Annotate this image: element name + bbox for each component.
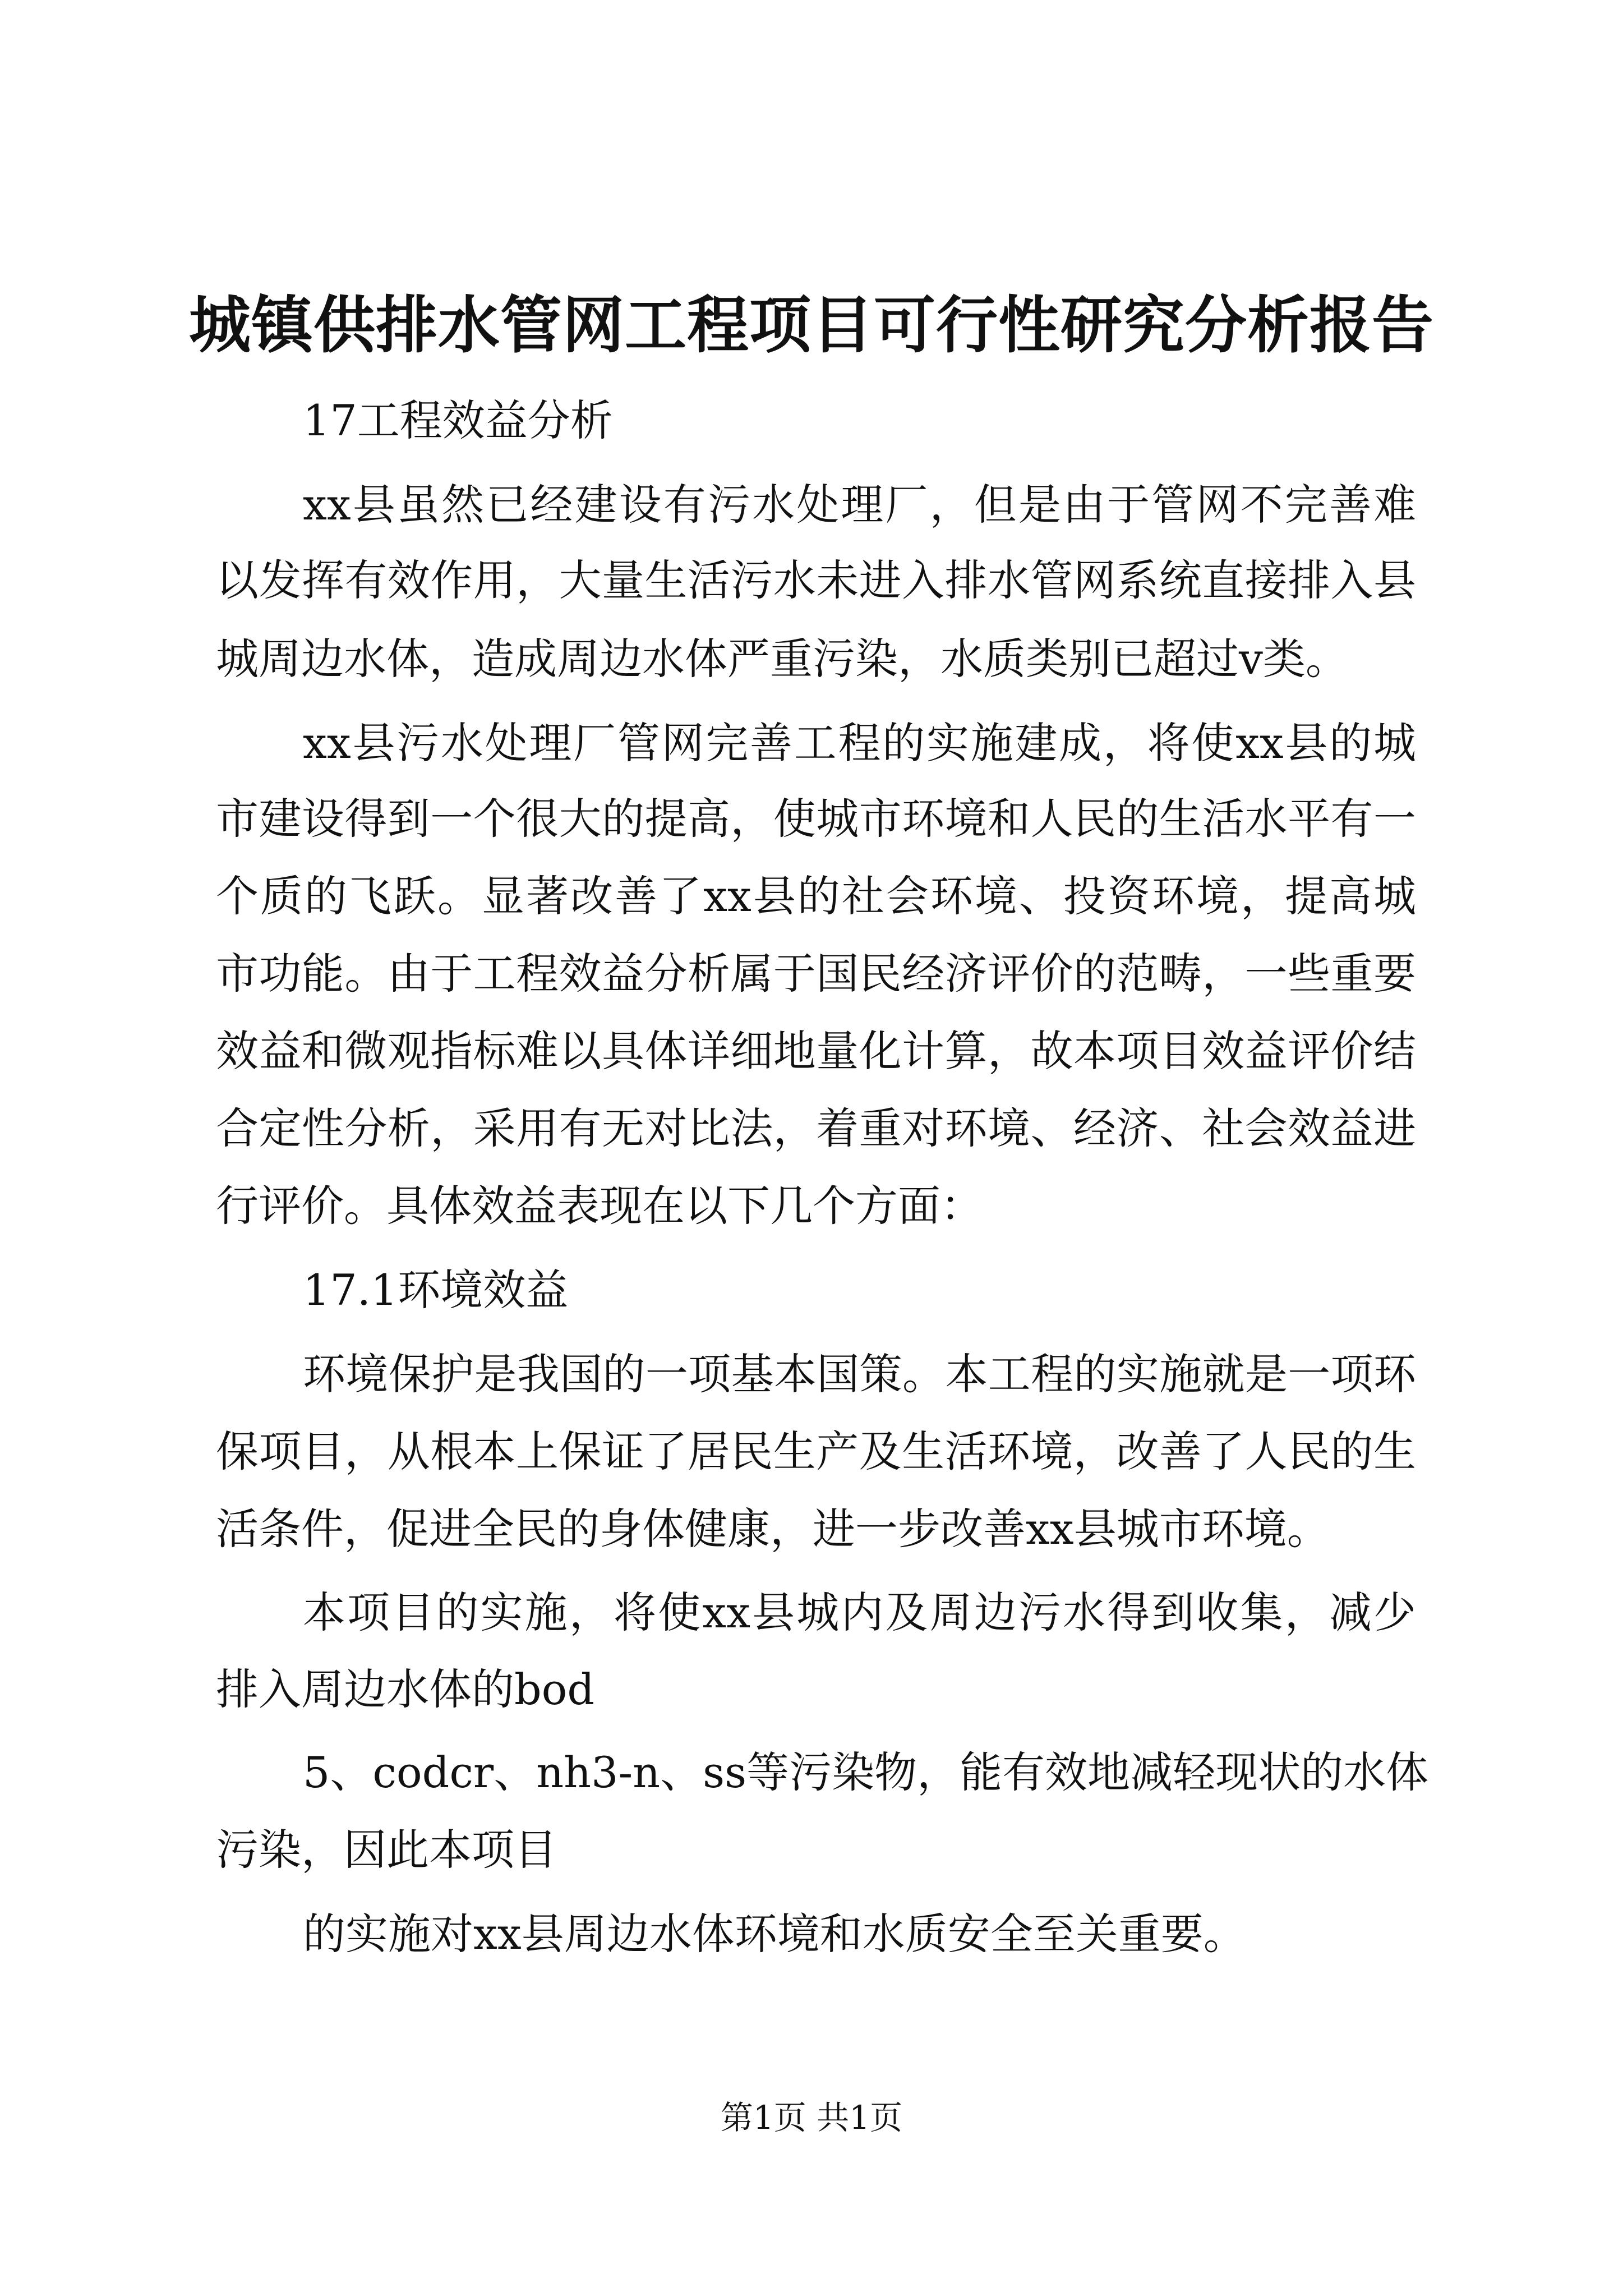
paragraph-line: xx县污水处理厂管网完善工程的实施建成，将使xx县的城 [303,718,1416,768]
paragraph-line: 市建设得到一个很大的提高，使城市环境和人民的生活水平有一 [216,794,1416,844]
page-number-footer: 第1页 共1页 [720,2099,903,2137]
paragraph-line: 污染，因此本项目 [216,1825,557,1875]
paragraph-line: 市功能。由于工程效益分析属于国民经济评价的范畴，一些重要 [216,949,1416,999]
paragraph-line: 行评价。具体效益表现在以下几个方面： [216,1181,983,1231]
paragraph-line: 城周边水体，造成周边水体严重污染，水质类别已超过v类。 [216,634,1348,684]
paragraph-line: xx县虽然已经建设有污水处理厂，但是由于管网不完善难 [303,480,1416,530]
paragraph-line: 环境保护是我国的一项基本国策。本工程的实施就是一项环 [303,1349,1416,1399]
document-title: 城镇供排水管网工程项目可行性研究分析报告 [189,289,1434,361]
paragraph-line: 保项目，从根本上保证了居民生产及生活环境，改善了人民的生 [216,1427,1416,1476]
paragraph-line: 合定性分析，采用有无对比法，着重对环境、经济、社会效益进 [216,1103,1416,1153]
paragraph-line: 活条件，促进全民的身体健康，进一步改善xx县城市环境。 [216,1504,1330,1554]
paragraph-line: 5、codcr、nh3-n、ss等污染物，能有效地减轻现状的水体 [303,1747,1429,1797]
paragraph-line: 排入周边水体的bod [216,1664,595,1714]
paragraph-line: 本项目的实施，将使xx县城内及周边污水得到收集，减少 [303,1588,1416,1637]
paragraph-line: 个质的飞跃。显著改善了xx县的社会环境、投资环境，提高城 [216,871,1416,921]
paragraph-line: 以发挥有效作用，大量生活污水未进入排水管网系统直接排入县 [216,555,1416,605]
section-heading: 17工程效益分析 [303,395,613,445]
paragraph-line: 的实施对xx县周边水体环境和水质安全至关重要。 [303,1909,1246,1959]
paragraph-line: 效益和微观指标难以具体详细地量化计算，故本项目效益评价结 [216,1026,1416,1076]
section-heading: 17.1环境效益 [303,1265,569,1315]
